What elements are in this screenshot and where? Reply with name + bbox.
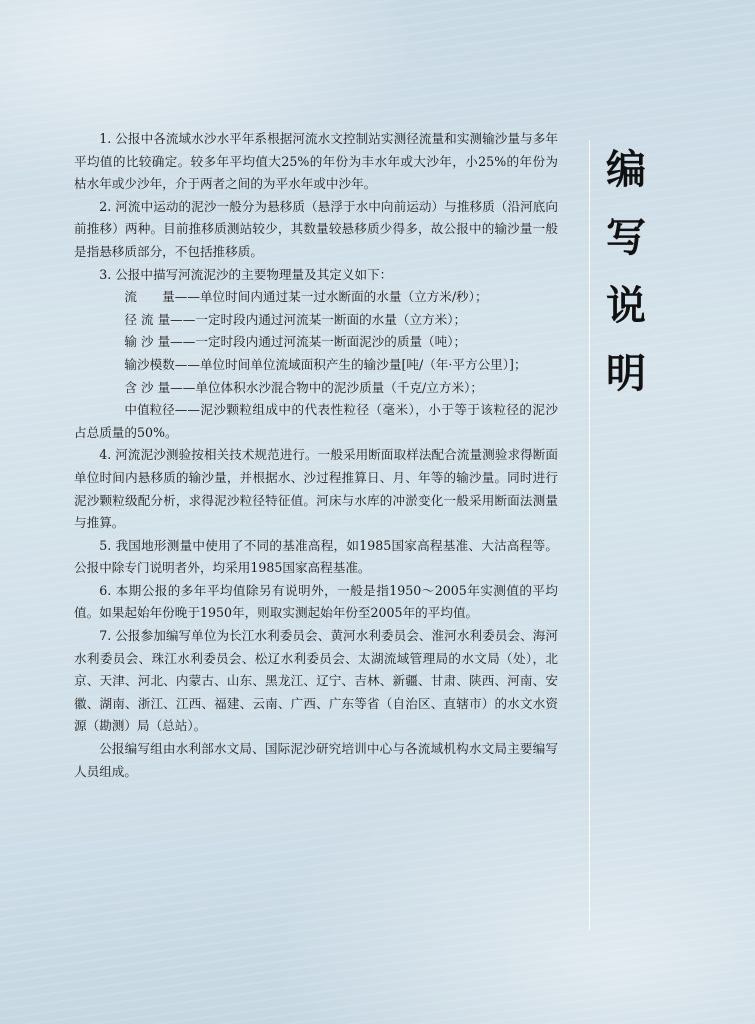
title-char: 说	[606, 282, 646, 329]
paragraph-6: 6. 本期公报的多年平均值除另有说明外，一般是指1950～2005年实测值的平均值。如果起始年份晚于1950年，则取实测起始年份至2005年的平均值。	[74, 582, 558, 621]
definition-item	[74, 331, 558, 354]
definition-term: 输沙模数	[124, 356, 175, 372]
definition-term: 中值粒径	[124, 402, 175, 418]
title-char: 写	[606, 214, 646, 261]
paragraph-2: 2. 河流中运动的泥沙一般分为悬移质（悬浮于水中向前运动）与推移质（沿河底向前推移）两种。目前推移质测站较少，其数量较悬移质少得多，故公报中的输沙量一般是指悬移质部分，不包括推移质。	[74, 198, 558, 259]
definition-text: ——一定时段内通过河流某一断面泥沙的质量（吨）；	[170, 334, 467, 350]
title-char: 编	[606, 146, 646, 193]
definition-text: ——单位时间单位流域面积产生的输沙量[吨/（年·平方公里）]；	[174, 356, 527, 372]
paragraph-7: 7. 公报参加编写单位为长江水利委员会、黄河水利委员会、淮河水利委员会、海河水利委员会、珠江水利委员会、松辽水利委员会、太湖流域管理局的水文局（处），北京、天津、河北、内蒙古、山东、黑龙江、辽宁、吉林、新疆、甘肃、陕西、河南、安徽、湖南、浙江、江西、福建、云南、广西、广东等省（自治区、直辖市）的水文水资源（勘测）局（总站）。	[74, 628, 558, 734]
definition-text: ——单位时间内通过某一过水断面的水量（立方米/秒）；	[174, 289, 488, 305]
definition-term: 输 沙 量	[124, 334, 171, 350]
paragraph-1: 1. 公报中各流域水沙水平年系根据河流水文控制站实测径流量和实测输沙量与多年平均值的比较确定。较多年平均值大25%的年份为丰水年或大沙年，小25%的年份为枯水年或少沙年，介于两者之间的为平水年或中沙年。	[74, 131, 558, 192]
definition-item	[74, 286, 558, 309]
definition-item	[74, 377, 558, 400]
definition-item	[74, 309, 558, 332]
definition-item	[74, 399, 558, 444]
paragraph-3: 3. 公报中描写河流泥沙的主要物理量及其定义如下：	[99, 266, 393, 282]
definition-term: 含 沙 量	[124, 379, 171, 395]
definition-text: ——单位体积水沙混合物中的泥沙质量（千克/立方米）；	[170, 379, 483, 395]
definition-text: ——泥沙颗粒组成中的代表性粒径（毫米），小于等于该粒径的泥沙占总质量的50%。	[74, 402, 558, 440]
page-title	[598, 136, 654, 408]
paragraph-8: 公报编写组由水利部水文局、国际泥沙研究培训中心与各流域机构水文局主要编写人员组成。	[74, 741, 558, 779]
definition-text: ——一定时段内通过河流某一断面的水量（立方米）；	[170, 311, 467, 327]
definition-term: 径 流 量	[124, 311, 171, 327]
explanation-body	[74, 128, 558, 783]
vertical-divider	[589, 140, 590, 930]
definition-item	[74, 354, 558, 377]
paragraph-4: 4. 河流泥沙测验按相关技术规范进行。一般采用断面取样法配合流量测验求得断面单位时间内悬移质的输沙量，并根据水、沙过程推算日、月、年等的输沙量。同时进行泥沙颗粒级配分析，求得泥沙粒径特征值。河床与水库的冲淤变化一般采用断面法测量与推算。	[74, 447, 558, 531]
paragraph-5: 5. 我国地形测量中使用了不同的基准高程，如1985国家高程基准、大沽高程等。公报中除专门说明者外，均采用1985国家高程基准。	[74, 537, 558, 576]
definition-term: 流 量	[124, 289, 175, 305]
title-char: 明	[606, 350, 646, 397]
